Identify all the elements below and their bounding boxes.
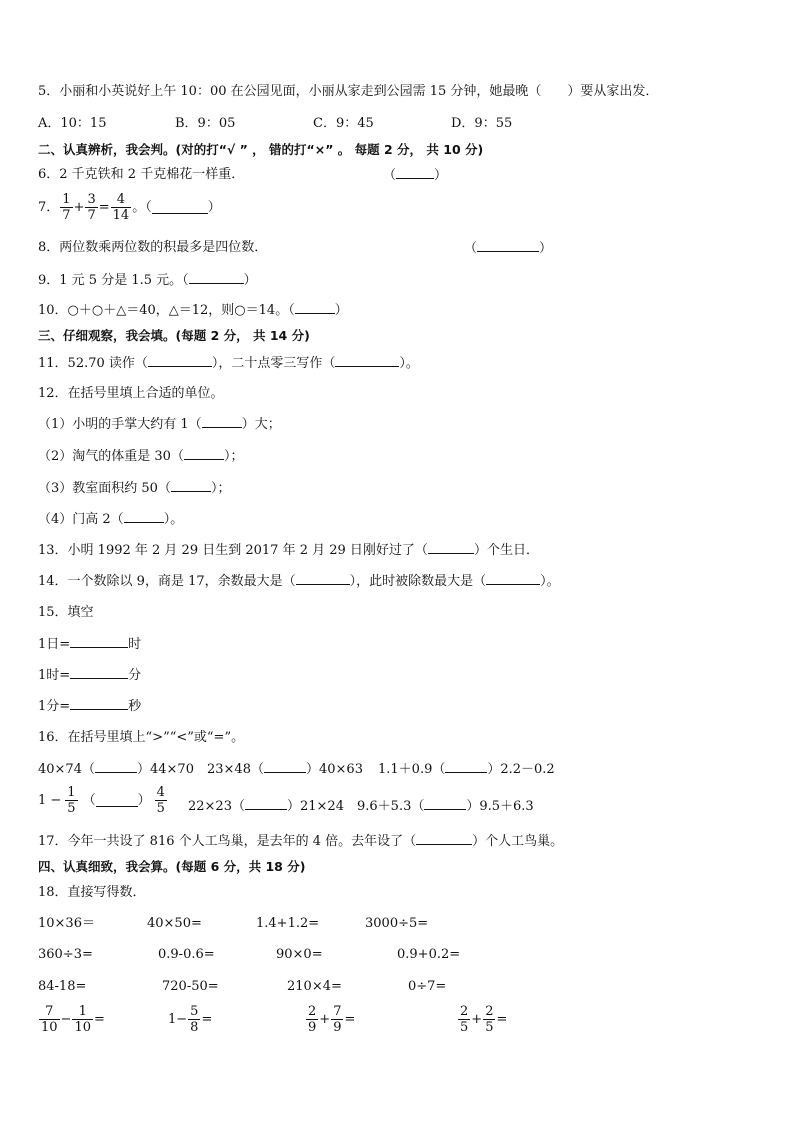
fraction: $\frac{7}{9}$ — [333, 1004, 342, 1035]
q15-item: 1分= 秒 — [38, 699, 142, 714]
q16-comparison: 1 − $\frac{1}{5}$ （ ） 4 5 — [38, 785, 165, 816]
answer-blank[interactable] — [445, 760, 487, 773]
calc-item: 3000÷5= — [365, 916, 429, 931]
fraction: $\frac{1}{5}$ — [67, 785, 76, 816]
question-6-text: 6．2 千克铁和 2 千克棉花一样重． — [38, 167, 245, 182]
answer-blank[interactable] — [264, 760, 306, 773]
fraction: 1 7 — [62, 192, 71, 223]
section-4-title: 四、认真细致，我会算。(每题 6 分，共 18 分) — [38, 859, 306, 874]
q16-comparison: 40×74（ ）44×70 — [38, 762, 194, 777]
answer-blank[interactable] — [96, 794, 138, 807]
question-15-title: 15．填空 — [38, 605, 94, 620]
question-10: 10．○＋○＋△＝40，△＝12，则○＝14。（ ） — [38, 303, 348, 318]
answer-blank[interactable] — [335, 354, 399, 367]
q12-item: （1）小明的手掌大约有 1（ ）大； — [38, 417, 281, 432]
question-8-answer: （ ） — [464, 241, 553, 256]
fraction: 2 9 — [308, 1004, 317, 1035]
answer-blank[interactable] — [124, 510, 164, 523]
q15-item: 1日= 时 — [38, 637, 142, 652]
question-16-title: 16．在括号里填上“>”“<”或“=”。 — [38, 730, 245, 745]
answer-blank[interactable] — [296, 572, 350, 585]
answer-blank[interactable] — [245, 797, 287, 810]
answer-blank[interactable] — [295, 301, 335, 314]
answer-blank[interactable] — [202, 415, 242, 428]
question-14: 14．一个数除以 9，商是 17，余数最大是（ ），此时被除数最大是（ ）。 — [38, 574, 560, 589]
q12-item: （2）淘气的体重是 30（ ）； — [38, 449, 244, 464]
question-8-text: 8．两位数乘两位数的积最多是四位数． — [38, 240, 268, 255]
calc-item: 1.4+1.2= — [256, 916, 320, 931]
fraction: $\frac{1}{10}$ — [74, 1004, 91, 1035]
calc-fraction-item: 2 9 + $\frac{7}{9}$ = — [308, 1004, 356, 1035]
answer-blank[interactable] — [70, 666, 128, 679]
q12-item: （4）门高 2（ ）。 — [38, 512, 184, 527]
question-18-title: 18．直接写得数． — [38, 885, 146, 900]
answer-blank[interactable] — [486, 572, 540, 585]
section-3-title: 三、仔细观察，我会填。(每题 2 分， 共 14 分) — [38, 328, 310, 343]
fraction: 2 5 — [460, 1004, 469, 1035]
calc-item: 84-18= — [38, 979, 87, 994]
question-6-answer: （ ） — [383, 168, 448, 183]
calc-item: 10×36＝ — [38, 916, 95, 931]
q5-option-d: D．9：55 — [451, 116, 513, 131]
calc-item: 40×50= — [147, 916, 202, 931]
q5-option-a: A．10：15 — [38, 116, 107, 131]
question-7: 7． 1 7 + $\frac{3}{7}$ = $\frac{4}{14}$ 。（ ） — [38, 192, 221, 223]
answer-blank[interactable] — [95, 760, 137, 773]
q5-option-b: B．9：05 — [175, 116, 236, 131]
question-12-title: 12．在括号里填上合适的单位。 — [38, 386, 224, 401]
fraction: $\frac{5}{8}$ — [190, 1004, 199, 1035]
calc-item: 0.9-0.6= — [158, 947, 215, 962]
calc-item: 0÷7= — [408, 979, 447, 994]
fraction: 4 5 — [156, 785, 165, 816]
section-2-title: 二、认真辨析，我会判。(对的打“√ ” ， 错的打“×” 。 每题 2 分， 共 10 分) — [38, 142, 484, 157]
calc-fraction-item: 1− $\frac{5}{8}$ = — [168, 1004, 213, 1035]
answer-blank[interactable] — [428, 541, 474, 554]
answer-blank[interactable] — [424, 797, 466, 810]
question-11: 11．52.70 读作（ ），二十点零三写作（ ）。 — [38, 356, 419, 371]
answer-blank[interactable] — [70, 635, 128, 648]
calc-item: 0.9+0.2= — [397, 947, 461, 962]
q16-comparison: 9.6＋5.3（ ）9.5＋6.3 — [357, 799, 534, 814]
answer-blank[interactable] — [171, 479, 211, 492]
q16-comparison: 1.1＋0.9（ ）2.2－0.2 — [378, 762, 555, 777]
answer-blank[interactable] — [70, 697, 128, 710]
question-13: 13．小明 1992 年 2 月 29 日生到 2017 年 2 月 29 日刚好过了（ ）个生日． — [38, 543, 539, 558]
question-17: 17．今年一共设了 816 个人工鸟巢，是去年的 4 倍。去年设了（ ）个人工鸟巢。 — [38, 834, 564, 849]
calc-fraction-item: 2 5 + $\frac{2}{5}$ = — [460, 1004, 508, 1035]
q5-option-c: C．9：45 — [313, 116, 374, 131]
question-9: 9．1 元 5 分是 1.5 元。（ ） — [38, 273, 257, 288]
answer-blank[interactable] — [184, 447, 224, 460]
fraction: $\frac{4}{14}$ — [112, 192, 130, 223]
fraction: 7 10 — [41, 1004, 58, 1035]
question-5-text: 5．小丽和小英说好上午 10：00 在公园见面，小丽从家走到公园需 15 分钟，她最晚（ ）要从家出发． — [38, 84, 659, 99]
q15-item: 1时= 分 — [38, 668, 142, 683]
q16-comparison: 22×23（ ）21×24 — [188, 799, 344, 814]
answer-blank[interactable] — [416, 832, 472, 845]
fraction: $\frac{3}{7}$ — [87, 192, 96, 223]
calc-item: 360÷3= — [38, 947, 93, 962]
fraction: $\frac{2}{5}$ — [485, 1004, 494, 1035]
answer-blank[interactable] — [477, 239, 539, 252]
answer-blank[interactable] — [396, 166, 434, 179]
answer-blank[interactable] — [152, 201, 208, 214]
answer-blank[interactable] — [148, 354, 212, 367]
q12-item: （3）教室面积约 50（ ）； — [38, 481, 231, 496]
q16-comparison: 23×48（ ）40×63 — [207, 762, 363, 777]
calc-item: 210×4= — [287, 979, 342, 994]
calc-item: 720-50= — [162, 979, 219, 994]
calc-fraction-item: 7 10 − $\frac{1}{10}$ = — [41, 1004, 105, 1035]
answer-blank[interactable] — [189, 271, 244, 284]
calc-item: 90×0= — [276, 947, 323, 962]
